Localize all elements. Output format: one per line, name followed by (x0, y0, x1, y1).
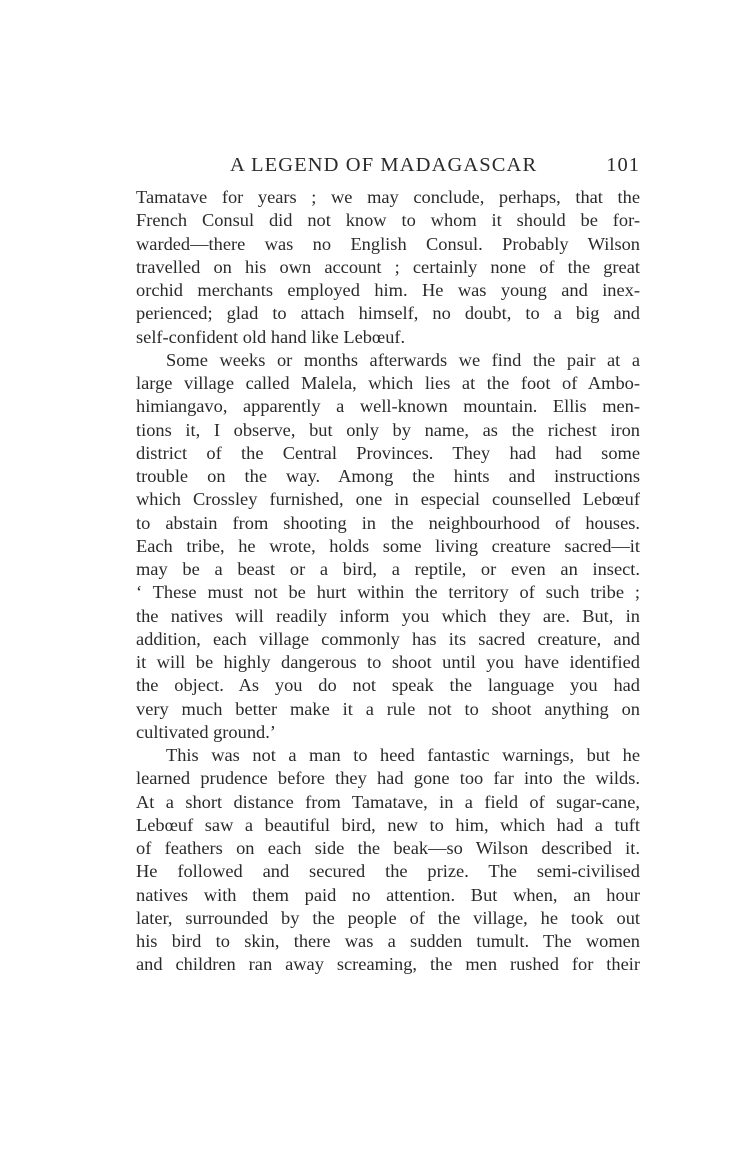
text-line: the object. As you do not speak the language you had (136, 675, 640, 696)
text-line: trouble on the way. Among the hints and instructions (136, 466, 640, 486)
text-line: addition, each village commonly has its sacred creature, and (136, 628, 640, 649)
text-line: perienced; glad to attach himself, no doubt, to a big and (136, 303, 640, 324)
text-line: At a short distance from Tamatave, in a field of sugar-cane, (136, 791, 640, 812)
text-line: Tamatave for years ; we may conclude, perhaps, that the (136, 187, 640, 207)
text-line: large village called Malela, which lies at the foot of Ambo- (136, 373, 640, 393)
text-line: later, surrounded by the people of the village, he took out (136, 907, 640, 928)
text-line: He followed and secured the prize. The semi-civilised (136, 861, 640, 882)
text-line: warded—there was no English Consul. Probably Wilson (136, 233, 640, 254)
text-line: orchid merchants employed him. He was young and inex- (136, 280, 640, 300)
text-line: may be a beast or a bird, a reptile, or even an insect. (136, 559, 640, 579)
text-line: the natives will readily inform you which they are. But, in (136, 605, 640, 626)
text-line: learned prudence before they had gone too far into the wilds. (136, 768, 640, 789)
text-line: and children ran away screaming, the men rushed for their (136, 954, 640, 975)
text-line: his bird to skin, there was a sudden tumult. The women (136, 931, 640, 951)
text-line: cultivated ground.’ (136, 721, 276, 742)
text-line: himiangavo, apparently a well-known mountain. Ellis men- (136, 396, 640, 417)
page-number: 101 (606, 154, 640, 176)
text-line: Each tribe, he wrote, holds some living creature sacred—it (136, 535, 640, 556)
text-line: ‘ These must not be hurt within the territory of such tribe ; (136, 582, 640, 603)
text-line: self-confident old hand like Lebœuf. (136, 326, 406, 347)
text-line: it will be highly dangerous to shoot until you have identified (136, 652, 640, 672)
text-line: Some weeks or months afterwards we find the pair at a (166, 349, 640, 370)
text-line: travelled on his own account ; certainly none of the great (136, 256, 640, 277)
page-header (136, 150, 640, 180)
text-line: which Crossley furnished, one in especial counselled Lebœuf (136, 489, 640, 510)
text-line: of feathers on each side the beak—so Wilson described it. (136, 838, 640, 858)
text-line: French Consul did not know to whom it should be for- (136, 210, 640, 231)
text-line: This was not a man to heed fantastic warnings, but he (166, 745, 640, 765)
text-line: district of the Central Provinces. They had had some (136, 442, 640, 463)
text-line: very much better make it a rule not to shoot anything on (136, 698, 640, 719)
running-head: A LEGEND OF MADAGASCAR (230, 154, 538, 176)
text-line: Lebœuf saw a beautiful bird, new to him, which had a tuft (136, 814, 640, 835)
text-line: natives with them paid no attention. But when, an hour (136, 884, 640, 905)
body-text (136, 186, 640, 977)
text-line: tions it, I observe, but only by name, as the richest iron (136, 419, 640, 440)
text-line: to abstain from shooting in the neighbourhood of houses. (136, 512, 640, 533)
